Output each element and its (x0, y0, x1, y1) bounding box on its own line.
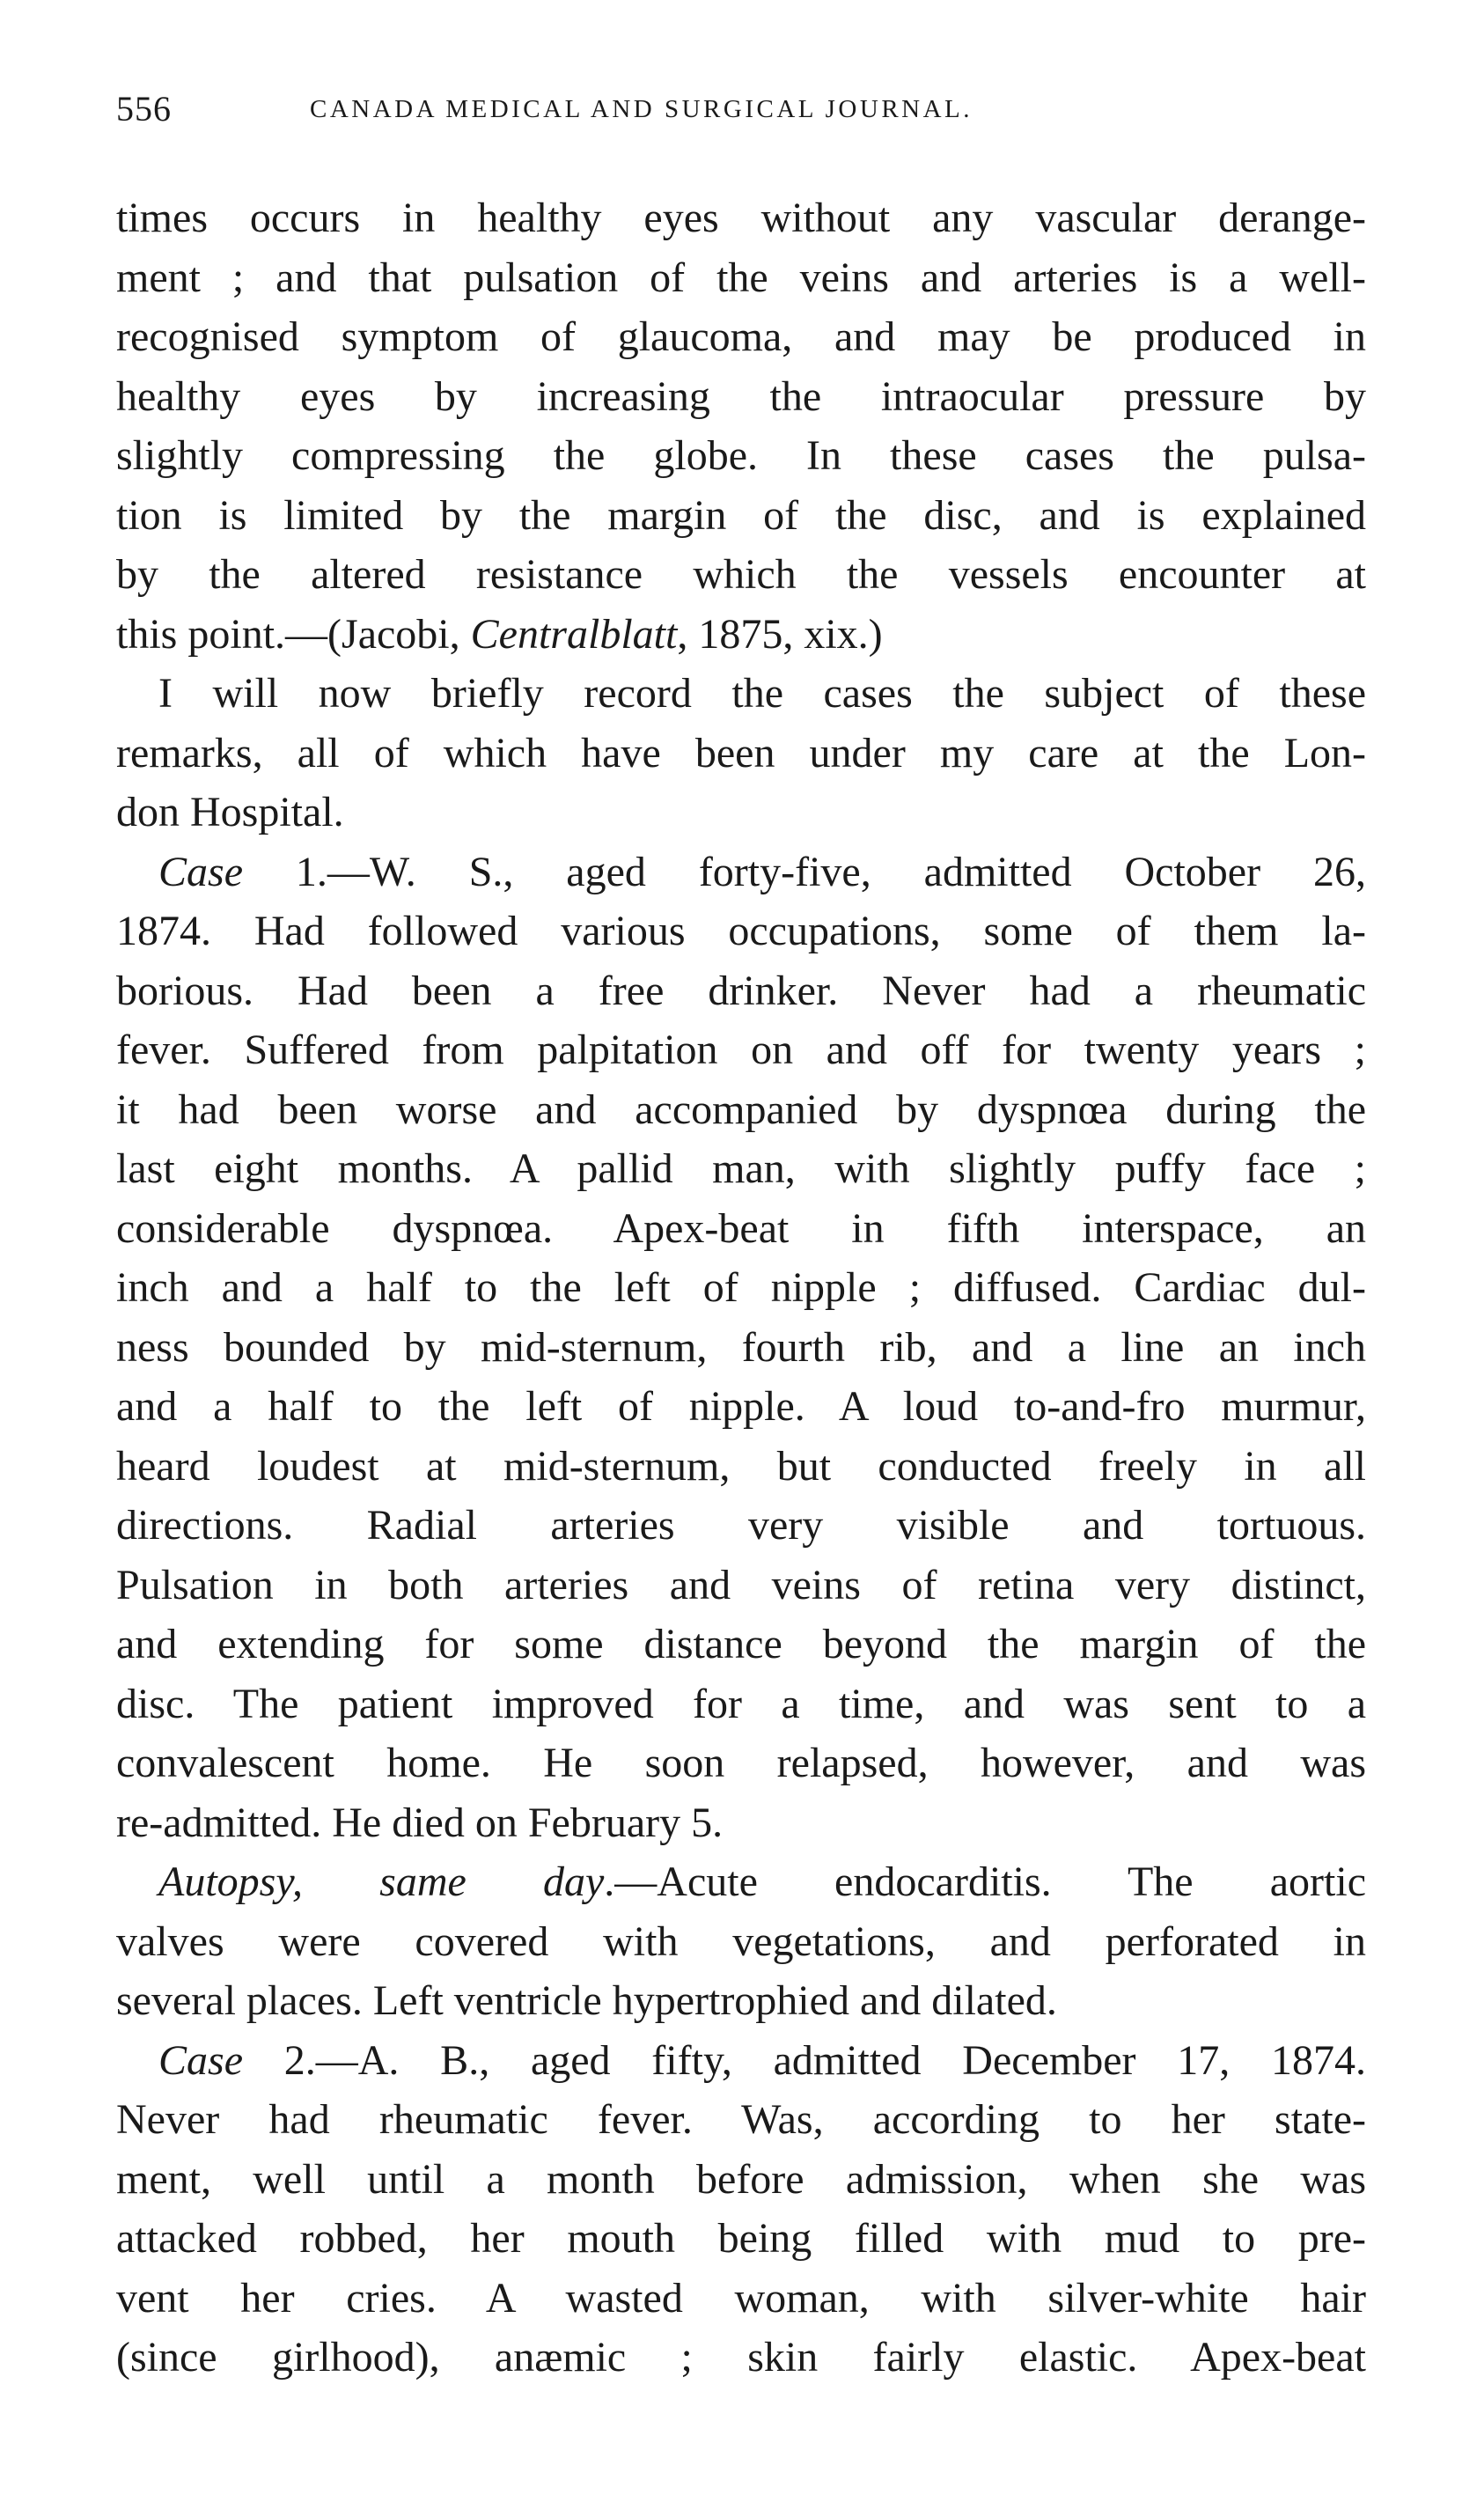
text-segment: disc. The patient improved for a time, and was sent to a (116, 1680, 1366, 1727)
page-number: 556 (116, 89, 172, 129)
text-line (116, 1793, 1366, 1853)
italic-text: Centralblatt (470, 610, 678, 658)
text-line (116, 1674, 1366, 1734)
text-segment: convalescent home. He soon relapsed, however, and was (116, 1740, 1366, 1786)
text-line (116, 1971, 1366, 2031)
text-segment: several places. Left ventricle hypertrophied and dilated. (116, 1977, 1057, 2024)
text-line (116, 1139, 1366, 1199)
text-line (116, 2328, 1366, 2388)
text-line (116, 1318, 1366, 1378)
text-line (116, 545, 1366, 605)
text-line (116, 307, 1366, 367)
text-segment: recognised symptom of glaucoma, and may be produced in (116, 313, 1366, 360)
text-segment: heard loudest at mid-sternum, but conducted freely in all (116, 1442, 1366, 1490)
text-segment: re-admitted. He died on February 5. (116, 1799, 724, 1846)
text-segment: Pulsation in both arteries and veins of retina very distinct, (116, 1561, 1366, 1608)
text-segment: I will now briefly record the cases the subject of these (158, 670, 1366, 717)
text-segment: (since girlhood), anæmic ; skin fairly elastic. Apex-beat (116, 2334, 1366, 2381)
text-line (116, 2269, 1366, 2329)
text-segment: considerable dyspnœa. Apex-beat in fifth interspace, an (116, 1204, 1366, 1252)
text-line (116, 1852, 1366, 1912)
text-line (116, 1912, 1366, 1972)
italic-text: Case (158, 2036, 243, 2084)
text-segment: , 1875, xix.) (677, 610, 883, 658)
text-line (116, 605, 1366, 665)
running-head (116, 88, 1366, 141)
article-body (116, 188, 1366, 2388)
text-line (116, 1258, 1366, 1318)
text-line (116, 1377, 1366, 1437)
text-segment: 1874. Had followed various occupations, some of them la- (116, 908, 1366, 954)
text-segment: directions. Radial arteries very visible and tortuous. (116, 1502, 1366, 1549)
text-line (116, 426, 1366, 486)
text-segment: ment ; and that pulsation of the veins and arteries is a well- (116, 254, 1366, 301)
text-segment: this point.—(Jacobi, (116, 610, 471, 658)
journal-title: CANADA MEDICAL AND SURGICAL JOURNAL. (310, 95, 973, 123)
text-line (116, 1556, 1366, 1615)
text-line (116, 1733, 1366, 1793)
text-line (116, 486, 1366, 546)
text-segment: and a half to the left of nipple. A loud to-and-fro murmur, (116, 1383, 1366, 1430)
text-segment: don Hospital. (116, 789, 344, 835)
text-segment: it had been worse and accompanied by dyspnœa during the (116, 1086, 1366, 1133)
text-segment: 1.—W. S., aged forty-five, admitted October 26, (243, 848, 1366, 895)
text-segment: ness bounded by mid-sternum, fourth rib, and a line an inch (116, 1323, 1366, 1371)
text-line (116, 2209, 1366, 2269)
text-line (116, 843, 1366, 902)
text-segment: remarks, all of which have been under my care at the Lon- (116, 729, 1366, 776)
text-line (116, 2150, 1366, 2210)
text-line (116, 1080, 1366, 1140)
text-segment: valves were covered with vegetations, and perforated in (116, 1917, 1366, 1965)
text-line (116, 367, 1366, 427)
text-line (116, 1020, 1366, 1080)
text-segment: tion is limited by the margin of the disc, and is explained (116, 491, 1366, 539)
text-segment: fever. Suffered from palpitation on and off for twenty years ; (116, 1027, 1366, 1073)
italic-text: Case (158, 848, 243, 895)
text-line (116, 1437, 1366, 1497)
text-segment: slightly compressing the globe. In these cases the pulsa- (116, 432, 1366, 479)
text-line (116, 961, 1366, 1021)
text-line (116, 188, 1366, 248)
text-line (116, 2090, 1366, 2150)
text-line (116, 724, 1366, 784)
text-segment: .—Acute endocarditis. The aortic (604, 1858, 1366, 1905)
text-segment: ment, well until a month before admission, when she was (116, 2155, 1366, 2203)
text-segment: 2.—A. B., aged fifty, admitted December 17, 1874. (243, 2036, 1366, 2084)
italic-text: Autopsy, same day (158, 1858, 605, 1905)
text-segment: borious. Had been a free drinker. Never had a rheumatic (116, 967, 1366, 1014)
text-line (116, 1199, 1366, 1259)
text-segment: inch and a half to the left of nipple ; diffused. Cardiac dul- (116, 1264, 1366, 1311)
text-segment: vent her cries. A wasted woman, with silver-white hair (116, 2274, 1366, 2322)
text-line (116, 2031, 1366, 2091)
text-line (116, 783, 1366, 843)
text-segment: attacked robbed, her mouth being filled with mud to pre- (116, 2215, 1366, 2262)
text-line (116, 1615, 1366, 1674)
text-line (116, 1496, 1366, 1556)
text-segment: times occurs in healthy eyes without any vascular derange- (116, 195, 1366, 241)
text-segment: healthy eyes by increasing the intraocular pressure by (116, 372, 1366, 420)
text-line (116, 902, 1366, 961)
text-segment: and extending for some distance beyond the margin of the (116, 1621, 1366, 1667)
text-segment: last eight months. A pallid man, with slightly puffy face ; (116, 1145, 1366, 1192)
text-line (116, 664, 1366, 724)
text-segment: by the altered resistance which the vessels encounter at (116, 551, 1366, 598)
text-line (116, 248, 1366, 308)
text-segment: Never had rheumatic fever. Was, according to her state- (116, 2096, 1366, 2143)
